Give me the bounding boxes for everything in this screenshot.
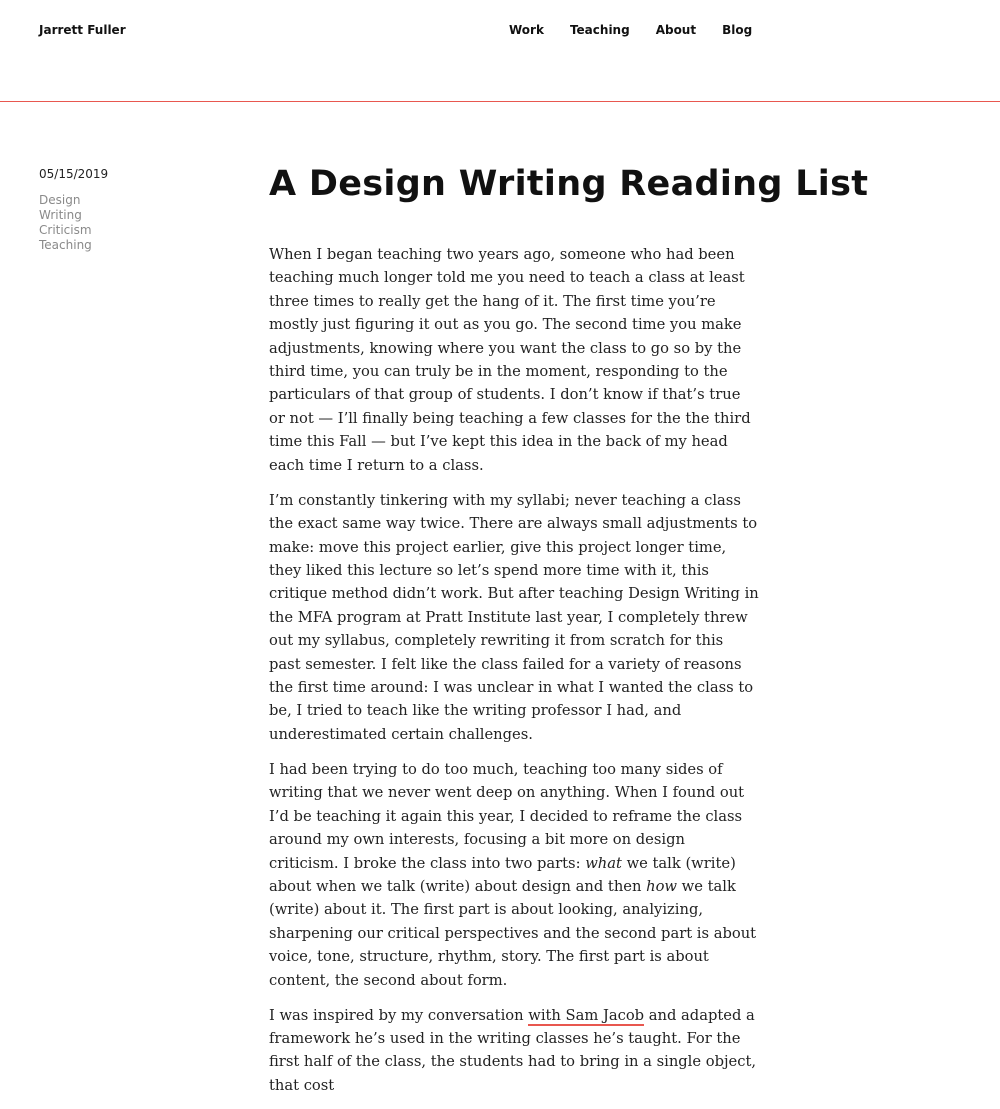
emphasis-how: how	[646, 877, 677, 895]
paragraph-2: I’m constantly tinkering with my syllabi; never teaching a class the exact same way twice. There are always small adjustments to make: move this project earlier, give this project longer time, they liked this lecture so let’s spend more time with it, this critique method didn’t work. But after teaching Design Writing in the MFA program at Pratt Institute last year, I completely threw out my syllabus, completely rewriting it from scratch for this past semester. I felt like the class failed for a variety of reasons the first time around: I was unclear in what I wanted the class to be, I tried to teach like the writing professor I had, and underestimated certain challenges.	[269, 491, 759, 743]
tag-criticism[interactable]: Criticism	[39, 223, 92, 237]
sam-jacob-link[interactable]: with Sam Jacob	[528, 1006, 645, 1024]
nav-item-about[interactable]: About	[655, 23, 697, 37]
paragraph-3	[269, 758, 759, 992]
post-meta	[39, 167, 108, 253]
post-body	[269, 243, 759, 1109]
post-date: 05/15/2019	[39, 167, 109, 181]
nav-item-work[interactable]: Work	[509, 23, 544, 37]
nav-item-teaching[interactable]: Teaching	[569, 23, 630, 37]
post-title: A Design Writing Reading List	[269, 164, 869, 204]
tag-teaching[interactable]: Teaching	[39, 238, 92, 252]
paragraph-3-text-a: I had been trying to do too much, teaching too many sides of writing that we never went deep on anything. When I found out I’d be teaching it again this year, I decided to reframe the class around my own interests, focusing a bit more on design criticism. I broke the class into two parts:	[269, 760, 745, 872]
paragraph-4-text-a: I was inspired by my conversation	[269, 1006, 529, 1024]
paragraph-3-text-b: we talk (write) about when we talk (write) about design and then	[269, 854, 736, 895]
paragraph-1: When I began teaching two years ago, someone who had been teaching much longer told me you need to teach a class at least three times to really get the hang of it. The first time you’re mostly just figuring it out as you go. The second time you make adjustments, knowing where you want the class to go so by the third time, you can truly be in the moment, responding to the particulars of that group of students. I don’t know if that’s true or not — I’ll finally being teaching a few classes for the the third time this Fall — but I’ve kept this idea in the back of my head each time I return to a class.	[269, 246, 751, 474]
tag-writing[interactable]: Writing	[39, 208, 82, 222]
main-nav	[509, 23, 778, 37]
nav-item-blog[interactable]: Blog	[722, 23, 753, 37]
paragraph-3-text-c: we talk (write) about it. The first part is about looking, analyizing, sharpening our critical perspectives and the second part is about voice, tone, structure, rhythm, story. The first part is about content, the second about form.	[269, 877, 757, 989]
site-header	[0, 0, 1000, 102]
paragraph-4-text-b: and adapted a framework he’s used in the writing classes he’s taught. For the first half of the class, the students had to bring in a single object, that cost	[269, 1006, 757, 1094]
emphasis-what: what	[585, 854, 622, 872]
tag-list	[39, 193, 108, 253]
paragraph-4	[269, 1004, 759, 1098]
site-name-link[interactable]: Jarrett Fuller	[39, 23, 126, 37]
tag-design[interactable]: Design	[39, 193, 81, 207]
